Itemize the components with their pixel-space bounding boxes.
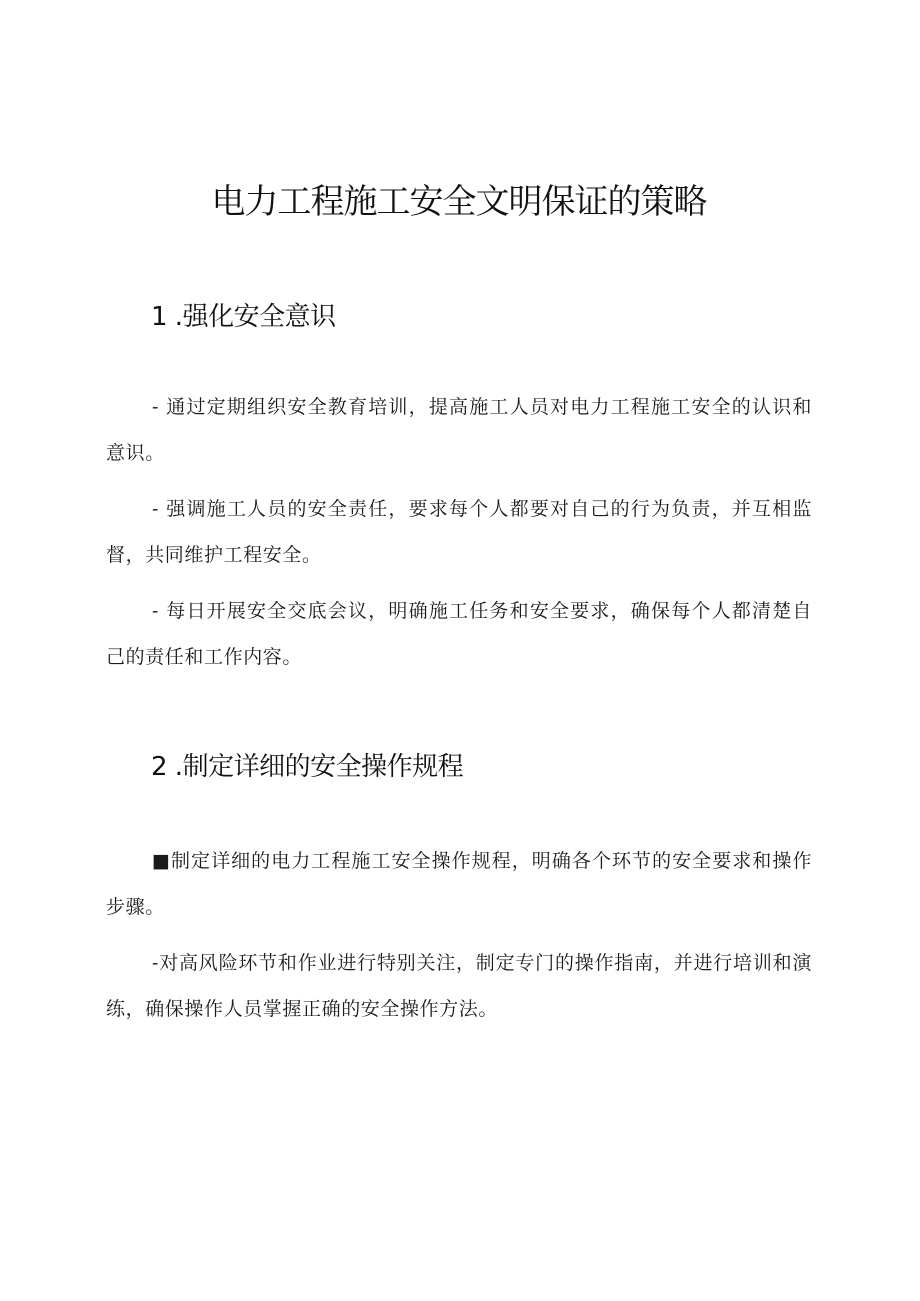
- section-1-paragraph-3: - 每日开展安全交底会议，明确施工任务和安全要求，确保每个人都清楚自己的责任和工作内容。: [106, 600, 812, 668]
- section-1-body: [106, 384, 812, 680]
- section-1-heading: 1 .强化安全意识: [151, 302, 336, 332]
- section-2-heading: 2 .制定详细的安全操作规程: [151, 752, 464, 782]
- section-2-paragraph-1: ■制定详细的电力工程施工安全操作规程，明确各个环节的安全要求和操作步骤。: [106, 850, 812, 918]
- section-1-paragraph-2: - 强调施工人员的安全责任，要求每个人都要对自己的行为负责，并互相监督，共同维护工程安全。: [106, 498, 812, 566]
- document-title: 电力工程施工安全文明保证的策略: [211, 182, 707, 222]
- section-2-body: [106, 838, 812, 1032]
- section-2-paragraph-2: -对高风险环节和作业进行特别关注，制定专门的操作指南，并进行培训和演练，确保操作人员掌握正确的安全操作方法。: [106, 952, 812, 1020]
- section-1-paragraph-1: - 通过定期组织安全教育培训，提高施工人员对电力工程施工安全的认识和意识。: [106, 396, 812, 464]
